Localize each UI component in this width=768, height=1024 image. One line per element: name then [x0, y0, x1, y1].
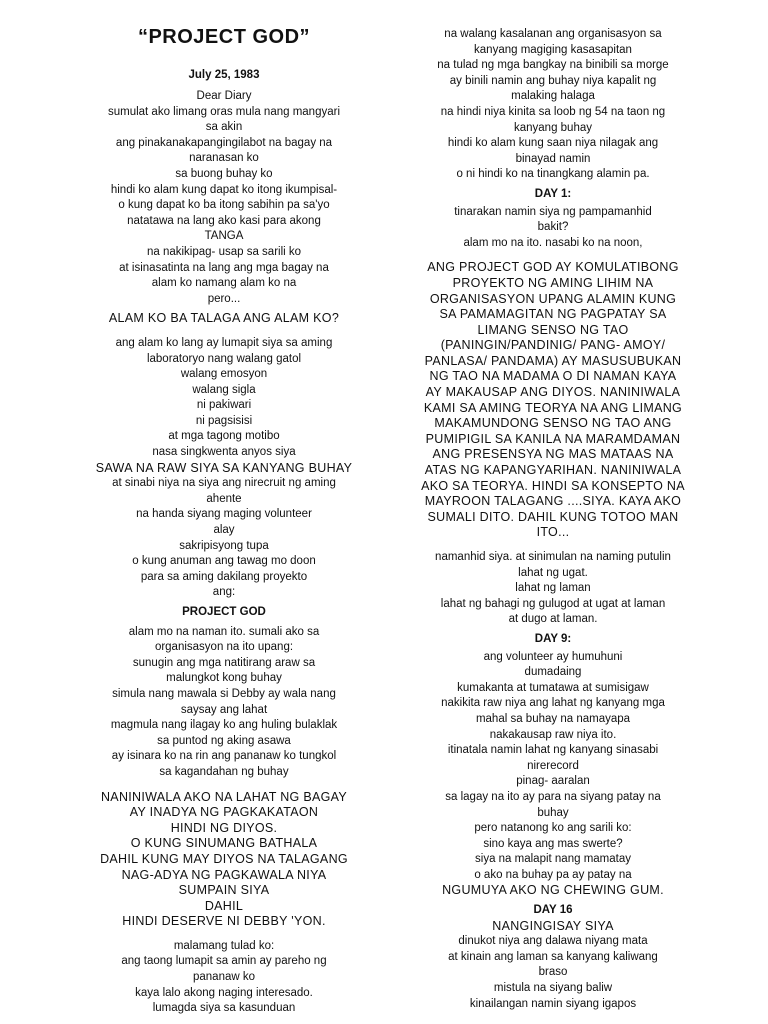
text-line: dumadaing [524, 666, 582, 679]
text-line: ay binili namin ang buhay niya kapalit ng [449, 74, 657, 87]
text-line: natatawa na lang ako kasi para akong [127, 214, 321, 227]
text-line: organisasyon na ito upang: [154, 641, 294, 654]
text-line: ANG PROJECT GOD AY KOMULATIBONG [427, 260, 679, 275]
day16-paragraph [398, 934, 708, 1012]
entry-date: July 25, 1983 [188, 69, 260, 81]
text-line: lahat ng ugat. [518, 566, 588, 579]
day16-caps-line: NANGINGISAY SIYA [492, 918, 614, 933]
text-line: sa buong buhay ko [175, 167, 273, 180]
text-line: malungkot kong buhay [166, 672, 282, 685]
text-line: walang sigla [192, 383, 256, 396]
closing-paragraph [52, 939, 396, 1017]
text-line: SUMPAIN SIYA [178, 883, 270, 898]
text-line: DAHIL KUNG MAY DIYOS NA TALAGANG [100, 851, 348, 866]
text-line: lahat ng laman [515, 582, 591, 595]
text-line: pananaw ko [192, 971, 256, 984]
chewing-line: NGUMUYA AKO NG CHEWING GUM. [442, 883, 664, 898]
text-line: na tulad ng mga bangkay na binibili sa morge [437, 59, 669, 72]
text-line: ang: [212, 586, 236, 599]
text-line: HINDI DESERVE NI DEBBY 'YON. [122, 914, 326, 929]
day1-heading: DAY 1: [534, 187, 572, 200]
text-line: kinailangan namin siyang igapos [469, 997, 637, 1010]
text-line: MAYROON TALAGANG ....SIYA. KAYA AKO [424, 494, 682, 509]
text-line: sakripisyong tupa [179, 539, 269, 552]
text-line: ang pinakanakapangingilabot na bagay na [115, 136, 333, 149]
text-line: malaking halaga [511, 90, 595, 103]
text-line: PROYEKTO NG AMING LIHIM NA [452, 275, 654, 290]
text-line: buhay [537, 806, 569, 819]
text-line: laboratoryo nang walang gatol [146, 352, 302, 365]
left-column [52, 26, 396, 1021]
text-line: ang volunteer ay humuhuni [483, 650, 623, 663]
text-line: malamang tulad ko: [173, 939, 275, 952]
text-line: o kung dapat ko ba itong sabihin pa sa'yo [118, 199, 330, 212]
text-line: nasa singkwenta anyos siya [152, 446, 296, 459]
text-line: kanyang magiging kasasapitan [474, 43, 632, 56]
text-line: AKO SA TEORYA. HINDI SA KONSEPTO NA [421, 478, 685, 493]
text-line: na handa siyang maging volunteer [136, 508, 312, 521]
text-line: magmula nang ilagay ko ang huling bulaklak [110, 719, 338, 732]
text-line: pero... [207, 292, 241, 305]
text-line: na walang kasalanan ang organisasyon sa [444, 28, 662, 40]
right-column [398, 27, 708, 1016]
text-line: nakakausap raw niya ito. [489, 728, 617, 741]
text-line: kanyang buhay [513, 121, 592, 134]
manifesto-paragraph [398, 260, 708, 541]
text-line: saysay ang lahat [180, 703, 268, 716]
text-line: ITO... [536, 525, 570, 540]
text-line: at isinasatinta na lang ang mga bagay na [119, 261, 329, 274]
story2-paragraph [52, 476, 396, 601]
text-line: siya na malapit nang mamatay [475, 853, 631, 866]
text-line: bakit? [537, 221, 569, 234]
text-line: MAKAMUNDONG SENSO NG TAO ANG [434, 416, 672, 431]
text-line: itinatala namin lahat ng kanyang sinasabi [447, 744, 659, 757]
text-line: mahal sa buhay na namayapa [475, 712, 631, 725]
text-line: walang emosyon [180, 368, 268, 381]
text-line: ang alam ko lang ay lumapit siya sa aming [115, 336, 333, 349]
text-line: O KUNG SINUMANG BATHALA [130, 836, 318, 851]
text-line: (PANINGIN/PANDINIG/ PANG- AMOY/ [440, 338, 666, 353]
text-line: sumulat ako limang oras mula nang mangyari [107, 105, 341, 118]
text-line: sino kaya ang mas swerte? [483, 837, 623, 850]
text-line: alam mo na ito. nasabi ko na noon, [463, 236, 643, 249]
text-line: pinag- aaralan [516, 775, 590, 788]
reasons-paragraph [52, 625, 396, 781]
text-line: LIMANG SENSO NG TAO [477, 322, 629, 337]
text-line: ang taong lumapit sa amin ay pareho ng [121, 955, 327, 968]
text-line: at dugo at laman. [508, 613, 598, 626]
text-line: tinarakan namin siya ng pampamanhid [454, 205, 652, 218]
text-line: HINDI NG DIYOS. [170, 820, 278, 835]
text-line: ANG PRESENSYA NG MAS MATAAS NA [432, 447, 674, 462]
text-line: NAG-ADYA NG PAGKAWALA NIYA [121, 867, 327, 882]
text-line: at sinabi niya na siya ang nirecruit ng aming [112, 477, 336, 490]
text-line: nirerecord [527, 759, 579, 772]
text-line: at mga tagong motibo [168, 430, 280, 443]
text-line: sa puntod ng aking asawa [157, 734, 291, 747]
text-line: alam mo na naman ito. sumali ako sa [128, 625, 320, 638]
text-line: alay [213, 524, 235, 537]
text-line: ahente [206, 492, 242, 505]
sawa-line: SAWA NA RAW SIYA SA KANYANG BUHAY [95, 460, 353, 475]
intro-paragraph [52, 89, 396, 307]
text-line: ORGANISASYON UPANG ALAMIN KUNG [429, 291, 677, 306]
text-line: kaya lalo akong naging interesado. [135, 986, 313, 999]
question-line: ALAM KO BA TALAGA ANG ALAM KO? [108, 311, 340, 326]
text-line: ni pagsisisi [195, 414, 253, 427]
text-line: AY INADYA NG PAGKAKATAON [129, 805, 319, 820]
text-line: binayad namin [515, 152, 591, 165]
text-line: AY MAKAUSAP ANG DIYOS. NANINIWALA [425, 385, 681, 400]
text-line: SA PAMAMAGITAN NG PAGPATAY SA [439, 307, 667, 322]
right-intro-paragraph [398, 27, 708, 183]
text-line: NG TAO NA MADAMA O DI NAMAN KAYA [429, 369, 677, 384]
text-line: SUMALI DITO. DAHIL KUNG TOTOO MAN [427, 509, 679, 524]
day9-paragraph [398, 650, 708, 884]
text-line: dinukot niya ang dalawa niyang mata [458, 935, 648, 948]
story-paragraph [52, 336, 396, 461]
document-title: “PROJECT GOD” [137, 26, 311, 48]
text-line: lumagda siya sa kasunduan [152, 1002, 296, 1015]
text-line: ATAS NG KAPANGYARIHAN. NANINIWALA [424, 463, 682, 478]
text-line: KAMI SA AMING TEORYA NA ANG LIMANG [423, 400, 683, 415]
day1-paragraph [398, 205, 708, 252]
text-line: NANINIWALA AKO NA LAHAT NG BAGAY [100, 789, 347, 804]
text-line: sa kagandahan ng buhay [159, 765, 289, 778]
text-line: para sa aming dakilang proyekto [140, 570, 308, 583]
day9-heading: DAY 9: [534, 632, 572, 645]
text-line: pero natanong ko ang sarili ko: [474, 822, 632, 835]
text-line: sa akin [205, 121, 243, 134]
text-line: namanhid siya. at sinimulan na naming putulin [435, 551, 671, 563]
text-line: ni pakiwari [196, 399, 252, 412]
text-line: o ako na buhay pa ay patay na [474, 868, 632, 881]
text-line: na hindi niya kinita sa loob ng 54 na taon ng [440, 105, 666, 118]
text-line: alam ko namang alam ko na [151, 277, 297, 290]
text-line: braso [538, 966, 568, 979]
project-heading: PROJECT GOD [182, 606, 266, 618]
text-line: lahat ng bahagi ng gulugod at ugat at laman [440, 597, 666, 610]
text-line: ay isinara ko na rin ang pananaw ko tungkol [111, 750, 337, 763]
text-line: naranasan ko [189, 152, 259, 165]
text-line: PANLASA/ PANDAMA) AY MASUSUBUKAN [424, 353, 682, 368]
text-line: TANGA [204, 230, 244, 243]
text-line: sa lagay na ito ay para na siyang patay na [445, 790, 661, 803]
text-line: sunugin ang mga natitirang araw sa [132, 656, 316, 669]
text-line: kumakanta at tumatawa at sumisigaw [457, 681, 649, 694]
day16-heading: DAY 16 [533, 904, 573, 917]
text-line: hindi ko alam kung saan niya nilagak ang [447, 137, 659, 150]
text-line: mistula na siyang baliw [493, 982, 613, 995]
text-line: na nakikipag- usap sa sarili ko [146, 245, 302, 258]
text-line: hindi ko alam kung dapat ko itong ikumpisal- [110, 183, 338, 196]
text-line: simula nang mawala si Debby ay wala nang [112, 687, 336, 700]
text-line: o ni hindi ko na tinangkang alamin pa. [456, 168, 650, 181]
text-line: Dear Diary [196, 90, 252, 102]
after-paragraph [398, 550, 708, 628]
text-line: PUMIPIGIL SA KANILA NA MARAMDAMAN [425, 431, 681, 446]
text-line: at kinain ang laman sa kanyang kaliwang [448, 950, 658, 963]
belief-paragraph [52, 790, 396, 930]
text-line: nakikita raw niya ang lahat ng kanyang mga [441, 697, 665, 710]
text-line: DAHIL [204, 898, 244, 913]
text-line: o kung anuman ang tawag mo doon [132, 555, 316, 568]
